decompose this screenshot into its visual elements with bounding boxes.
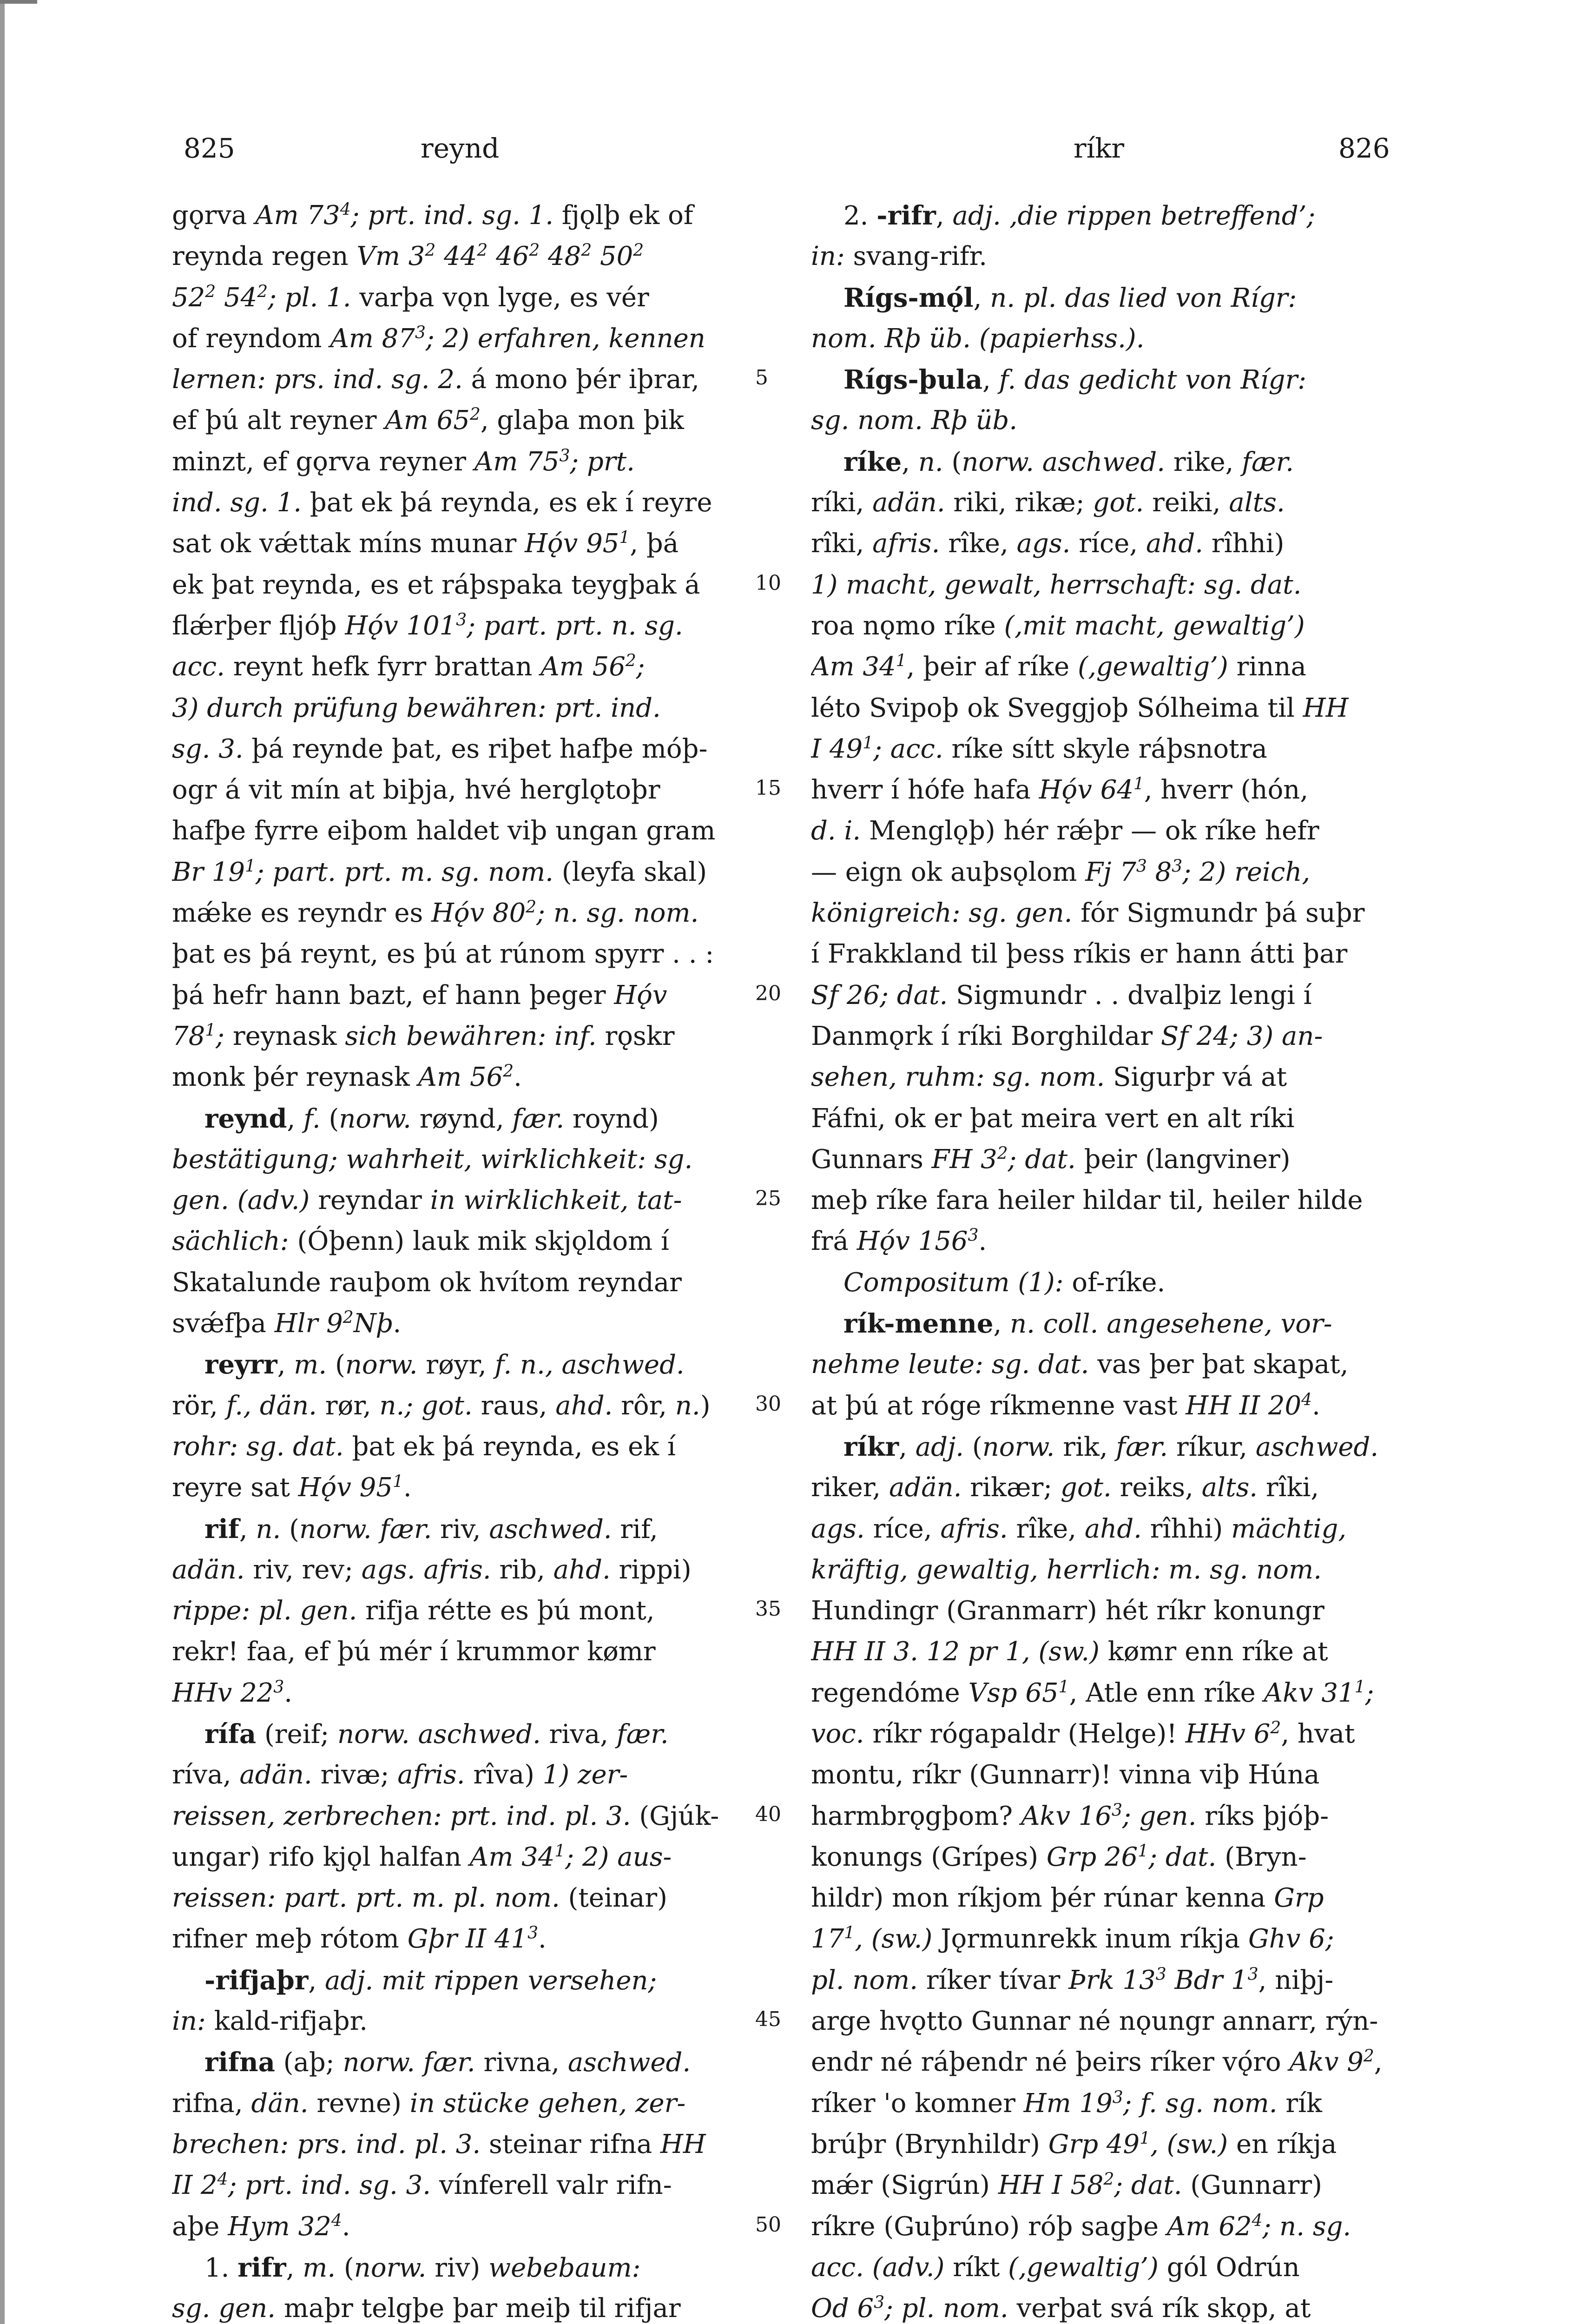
text-line: Fáfni, ok er þat meira vert en alt ríki	[811, 1103, 1295, 1134]
text-line: $17^1$, (sw.) Jǫrmunrekk inum ríkja Ghv 6;	[811, 1923, 1334, 1954]
text-line: acc. (adv.) ríkt (‚gewaltig’) gól Odrún	[811, 2252, 1300, 2283]
text-line: of reyndom Am $87^3$; 2) erfahren, kennen	[172, 323, 705, 354]
text-line: sg. nom. Rþ üb.	[811, 405, 1018, 436]
text-line: reyre sat Hǫ́v $95^1$.	[172, 1472, 412, 1503]
text-line: arge hvǫtto Gunnar né nǫungr annarr, rýn-	[811, 2006, 1378, 2037]
text-line: 3) durch prüfung bewähren: prt. ind.	[172, 693, 661, 723]
text-line: reissen, zerbrechen: prt. ind. pl. 3. (Gjúk-	[172, 1801, 719, 1831]
text-line: rif, n. (norw. fær. riv, aschwed. rif,	[204, 1513, 658, 1545]
line-number: 5	[755, 366, 768, 390]
text-line: $52^2$ $54^2$; pl. 1. varþa vǫn lyge, es vér	[172, 282, 649, 313]
text-line: reynda regen Vm $3^2$ $44^2$ $46^2$ $48^2$ $50^2$	[172, 241, 644, 272]
text-line: ríke, n. (norw. aschwed. rike, fær.	[843, 446, 1294, 477]
running-head-right: ríkr	[1074, 132, 1125, 164]
text-line: Od $6^3$; pl. nom. verþat svá rík skǫp, at	[811, 2293, 1311, 2324]
text-line: pl. nom. ríker tívar Þrk $13^3$ Bdr $1^3$, niþj-	[811, 1965, 1334, 1995]
text-line: konungs (Grípes) Grp $26^1$; dat. (Bryn-	[811, 1842, 1307, 1872]
line-number: 40	[755, 1802, 781, 1826]
text-line: adän. riv, rev; ags. afris. rib, ahd. rippi)	[172, 1554, 692, 1585]
text-line: regendóme Vsp $65^1$, Atle enn ríke Akv $31^1$;	[811, 1677, 1374, 1708]
text-line: roa nǫmo ríke (‚mit macht, gewaltig’)	[811, 610, 1305, 641]
text-line: mǽr (Sigrún) HH I $58^2$; dat. (Gunnarr)	[811, 2170, 1322, 2201]
text-line: í Frakkland til þess ríkis er hann átti þar	[811, 939, 1348, 970]
text-line: at þú at róge ríkmenne vast HH II $20^4$.	[811, 1390, 1320, 1421]
text-line: léto Svipoþ ok Sveggjoþ Sólheima til HH	[811, 693, 1349, 723]
text-line: I $49^1$; acc. ríke sítt skyle ráþsnotra	[811, 733, 1267, 764]
text-line: $78^1$; reynask sich bewähren: inf. rǫskr	[172, 1021, 675, 1051]
text-line: acc. reynt hefk fyrr brattan Am $56^2$;	[172, 651, 645, 682]
text-line: nom. Rþ üb. (papierhss.).	[811, 323, 1145, 354]
text-line: svǽfþa Hlr $9^2Nþ$.	[172, 1308, 402, 1339]
text-line: rifner meþ rótom Gþr II $41^3$.	[172, 1923, 547, 1954]
scan-edge-mark	[0, 0, 37, 4]
text-line: Skatalunde rauþom ok hvítom reyndar	[172, 1267, 682, 1298]
text-line: þá hefr hann bazt, ef hann þeger Hǫ́v	[172, 980, 667, 1010]
text-line: ind. sg. 1. þat ek þá reynda, es ek í reyre	[172, 488, 712, 518]
text-line: ags. ríce, afris. rîke, ahd. rîhhi) mächtig,	[811, 1513, 1347, 1544]
text-line: reyrr, m. (norw. røyr, f. n., aschwed.	[204, 1349, 685, 1380]
text-line: in: svang-rifr.	[811, 241, 988, 272]
text-line: II $2^4$; prt. ind. sg. 3. vínferell valr rifn-	[172, 2170, 672, 2201]
text-line: rohr: sg. dat. þat ek þá reynda, es ek í	[172, 1431, 676, 1462]
text-line: riker, adän. rikær; got. reiks, alts. rîki,	[811, 1472, 1319, 1503]
text-line: hildr) mon ríkjom þér rúnar kenna Grp	[811, 1883, 1324, 1914]
text-line: sächlich: (Óþenn) lauk mik skjǫldom í	[172, 1226, 669, 1257]
text-line: gǫrva Am $73^4$; prt. ind. sg. 1. fjǫlþ ek of	[172, 200, 693, 231]
text-line: Rígs-þula, f. das gedicht von Rígr:	[843, 364, 1307, 396]
text-line: ríkre (Guþrúno) róþ sagþe Am $62^4$; n. sg.	[811, 2211, 1351, 2242]
text-line: rîki, afris. rîke, ags. ríce, ahd. rîhhi)	[811, 528, 1285, 559]
text-line: brechen: prs. ind. pl. 3. steinar rifna HH	[172, 2129, 706, 2159]
left-column	[172, 195, 748, 2324]
text-line: Danmǫrk í ríki Borghildar Sf 24; 3) an-	[811, 1021, 1323, 1051]
text-line: ungar) rifo kjǫl halfan Am $34^1$; 2) aus-	[172, 1842, 672, 1872]
text-line: rifna (aþ; norw. fær. rivna, aschwed.	[204, 2047, 691, 2078]
right-column	[811, 195, 1387, 2324]
scan-edge	[0, 0, 5, 2324]
text-line: sg. gen. maþr telgþe þar meiþ til rifjar	[172, 2293, 681, 2324]
line-number: 30	[755, 1392, 781, 1416]
text-line: königreich: sg. gen. fór Sigmundr þá suþr	[811, 898, 1365, 929]
text-line: reynd, f. (norw. røynd, fær. roynd)	[204, 1103, 659, 1134]
text-line: minzt, ef gǫrva reyner Am $75^3$; prt.	[172, 446, 635, 477]
text-line: in: kald-rifjaþr.	[172, 2006, 368, 2037]
text-line: hafþe fyrre eiþom haldet viþ ungan gram	[172, 816, 716, 846]
text-line: rekr! faa, ef þú mér í krummor kømr	[172, 1637, 656, 1667]
text-line: ríker 'o komner Hm $19^3$; f. sg. nom. rík	[811, 2088, 1322, 2119]
text-line: voc. ríkr rógapaldr (Helge)! HHv $6^2$, hvat	[811, 1718, 1355, 1749]
text-line: flǽrþer fljóþ Hǫ́v $101^3$; part. prt. n. sg.	[172, 610, 683, 641]
line-number: 35	[755, 1597, 781, 1621]
text-line: ríva, adän. rivæ; afris. rîva) 1) zer-	[172, 1760, 628, 1790]
text-line: lernen: prs. ind. sg. 2. á mono þér iþrar,	[172, 364, 700, 395]
line-number: 50	[755, 2212, 781, 2237]
text-line: ef þú alt reyner Am $65^2$, glaþa mon þik	[172, 405, 684, 436]
text-line: frá Hǫ́v $156^3$.	[811, 1226, 987, 1257]
text-line: mǽke es reyndr es Hǫ́v $80^2$; n. sg. nom.	[172, 898, 699, 929]
text-line: Gunnars FH $3^2$; dat. þeir (langviner)	[811, 1144, 1291, 1175]
running-head-left: reynd	[421, 132, 500, 164]
text-line: 1. rifr, m. (norw. riv) webebaum:	[204, 2252, 641, 2283]
line-number: 15	[755, 776, 781, 800]
text-line: Compositum (1): of-ríke.	[843, 1267, 1166, 1298]
line-number: 20	[755, 981, 781, 1005]
text-line: HH II 3. 12 pr 1, (sw.) kømr enn ríke at	[811, 1637, 1328, 1667]
text-line: sehen, ruhm: sg. nom. Sigurþr vá at	[811, 1062, 1287, 1093]
text-line: kräftig, gewaltig, herrlich: m. sg. nom.	[811, 1554, 1322, 1585]
text-line: þat es þá reynt, es þú at rúnom spyrr . . :	[172, 939, 714, 970]
text-line: rík-menne, n. coll. angesehene, vor-	[843, 1308, 1332, 1340]
text-line: nehme leute: sg. dat. vas þer þat skapat,	[811, 1349, 1349, 1380]
text-line: ek þat reynda, es et ráþspaka teygþak á	[172, 569, 700, 600]
text-line: rippe: pl. gen. rifja rétte es þú mont,	[172, 1596, 655, 1626]
text-line: meþ ríke fara heiler hildar til, heiler hilde	[811, 1185, 1363, 1216]
text-line: rifna, dän. revne) in stücke gehen, zer-	[172, 2088, 686, 2119]
text-line: aþe Hym $32^4$.	[172, 2211, 350, 2242]
page-number-right: 826	[1338, 132, 1390, 164]
text-line: harmbrǫgþom? Akv $16^3$; gen. ríks þjóþ-	[811, 1800, 1329, 1831]
text-line: sat ok vǽttak míns munar Hǫ́v $95^1$, þá	[172, 528, 679, 559]
text-line: hverr í hófe hafa Hǫ́v $64^1$, hverr (hón,	[811, 774, 1309, 805]
text-line: HHv $22^3$.	[172, 1677, 293, 1708]
text-line: ríki, adän. riki, rikæ; got. reiki, alts.	[811, 488, 1285, 518]
text-line: ríkr, adj. (norw. rik, fær. ríkur, aschwed.	[843, 1431, 1379, 1462]
text-line: — eign ok auþsǫlom Fj $7^3$ $8^3$; 2) reich,	[811, 857, 1311, 887]
text-line: monk þér reynask Am $56^2$.	[172, 1062, 522, 1093]
text-line: rífa (reif; norw. aschwed. riva, fær.	[204, 1718, 669, 1750]
text-line: montu, ríkr (Gunnarr)! vinna viþ Húna	[811, 1760, 1320, 1790]
line-number: 10	[755, 571, 781, 595]
line-number: 25	[755, 1187, 781, 1211]
text-line: bestätigung; wahrheit, wirklichkeit: sg.	[172, 1144, 693, 1175]
text-line: reissen: part. prt. m. pl. nom. (teinar)	[172, 1883, 668, 1914]
text-line: d. i. Menglǫþ) hér rǽþr — ok ríke hefr	[811, 816, 1319, 846]
text-line: sg. 3. þá reynde þat, es riþet hafþe móþ-	[172, 733, 708, 764]
text-line: ogr á vit mín at biþja, hvé herglǫtoþr	[172, 775, 660, 805]
text-line: rör, f., dän. rør, n.; got. raus, ahd. rôr, n.)	[172, 1390, 711, 1421]
text-line: Sf 26; dat. Sigmundr . . dvalþiz lengi í	[811, 980, 1312, 1010]
text-line: 1) macht, gewalt, herrschaft: sg. dat.	[811, 569, 1302, 600]
text-line: brúþr (Brynhildr) Grp $49^1$, (sw.) en ríkja	[811, 2129, 1337, 2159]
text-line: gen. (adv.) reyndar in wirklichkeit, tat-	[172, 1185, 682, 1216]
text-line: Br $19^1$; part. prt. m. sg. nom. (leyfa skal)	[172, 857, 707, 887]
text-line: 2. -rifr, adj. ‚die rippen betreffend’;	[843, 200, 1316, 231]
text-line: Am $34^1$, þeir af ríke (‚gewaltig’) rinna	[811, 651, 1306, 682]
text-line: Hundingr (Granmarr) hét ríkr konungr	[811, 1596, 1324, 1626]
line-number: 45	[755, 2007, 781, 2032]
page-number-left: 825	[184, 132, 235, 164]
text-line: Rígs-mǫ́l, n. pl. das lied von Rígr:	[843, 282, 1297, 313]
text-line: -rifjaþr, adj. mit rippen versehen;	[204, 1965, 657, 1996]
text-line: endr né ráþendr né þeirs ríker vǫ́ro Akv $9^2$,	[811, 2047, 1383, 2078]
